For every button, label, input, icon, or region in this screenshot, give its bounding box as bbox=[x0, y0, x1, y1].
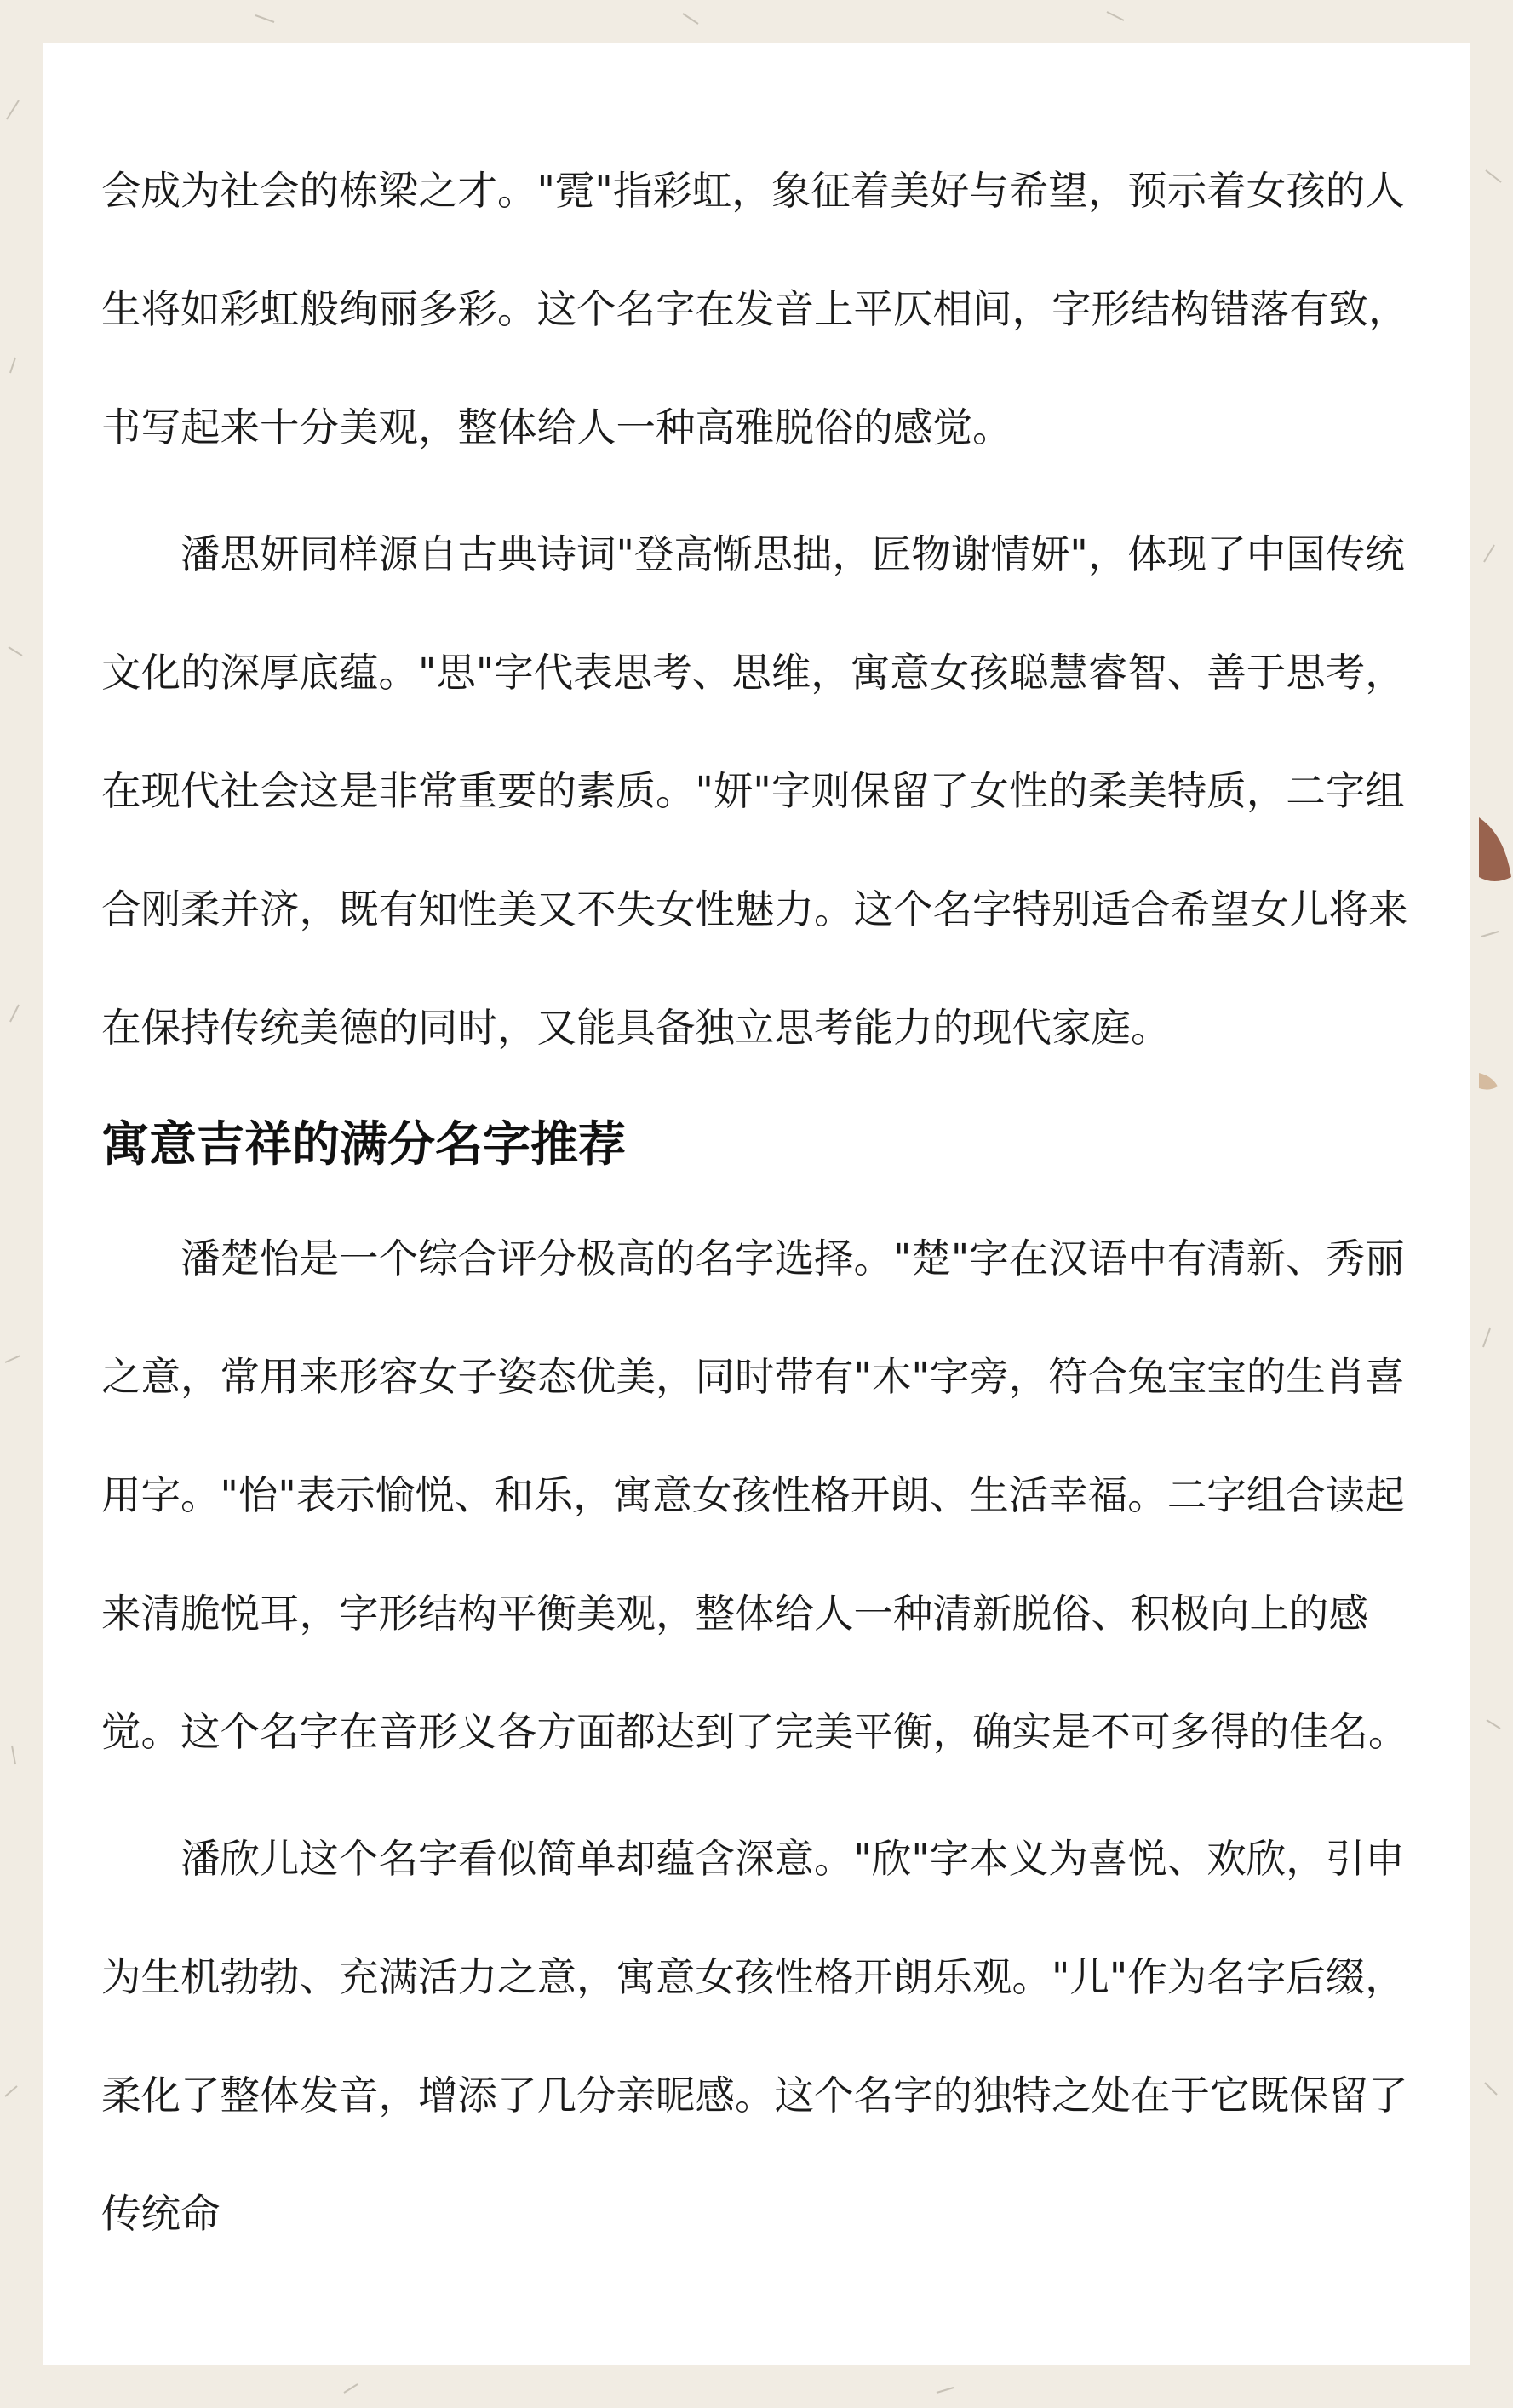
body-paragraph-1: 会成为社会的栋梁之才。"霓"指彩虹，象征着美好与希望，预示着女孩的人生将如彩虹般绚丽多彩。这个名字在发音上平仄相间，字形结构错落有致，书写起来十分美观，整体给人一种高雅脱俗的感觉。 bbox=[101, 168, 1408, 450]
article-card bbox=[43, 43, 1470, 2365]
body-paragraph-2: 潘思妍同样源自古典诗词"登高惭思拙，匠物谢情妍"，体现了中国传统文化的深厚底蕴。"思"字代表思考、思维，寓意女孩聪慧睿智、善于思考，在现代社会这是非常重要的素质。"妍"字则保留了女性的柔美特质，二字组合刚柔并济，既有知性美又不失女性魅力。这个名字特别适合希望女儿将来在保持传统美德的同时，又能具备独立思考能力的现代家庭。 bbox=[101, 531, 1408, 1051]
body-paragraph-4: 潘欣儿这个名字看似简单却蕴含深意。"欣"字本义为喜悦、欢欣，引申为生机勃勃、充满活力之意，寓意女孩性格开朗乐观。"儿"作为名字后缀，柔化了整体发音，增添了几分亲昵感。这个名字的独特之处在于它既保留了传统命 bbox=[101, 1836, 1408, 2237]
section-heading: 寓意吉祥的满分名字推荐 bbox=[101, 1117, 626, 1172]
body-paragraph-3: 潘楚怡是一个综合评分极高的名字选择。"楚"字在汉语中有清新、秀丽之意，常用来形容女子姿态优美，同时带有"木"字旁，符合兔宝宝的生肖喜用字。"怡"表示愉悦、和乐，寓意女孩性格开朗、生活幸福。二字组合读起来清脆悦耳，字形结构平衡美观，整体给人一种清新脱俗、积极向上的感觉。这个名字在音形义各方面都达到了完美平衡，确实是不可多得的佳名。 bbox=[101, 1236, 1408, 1755]
